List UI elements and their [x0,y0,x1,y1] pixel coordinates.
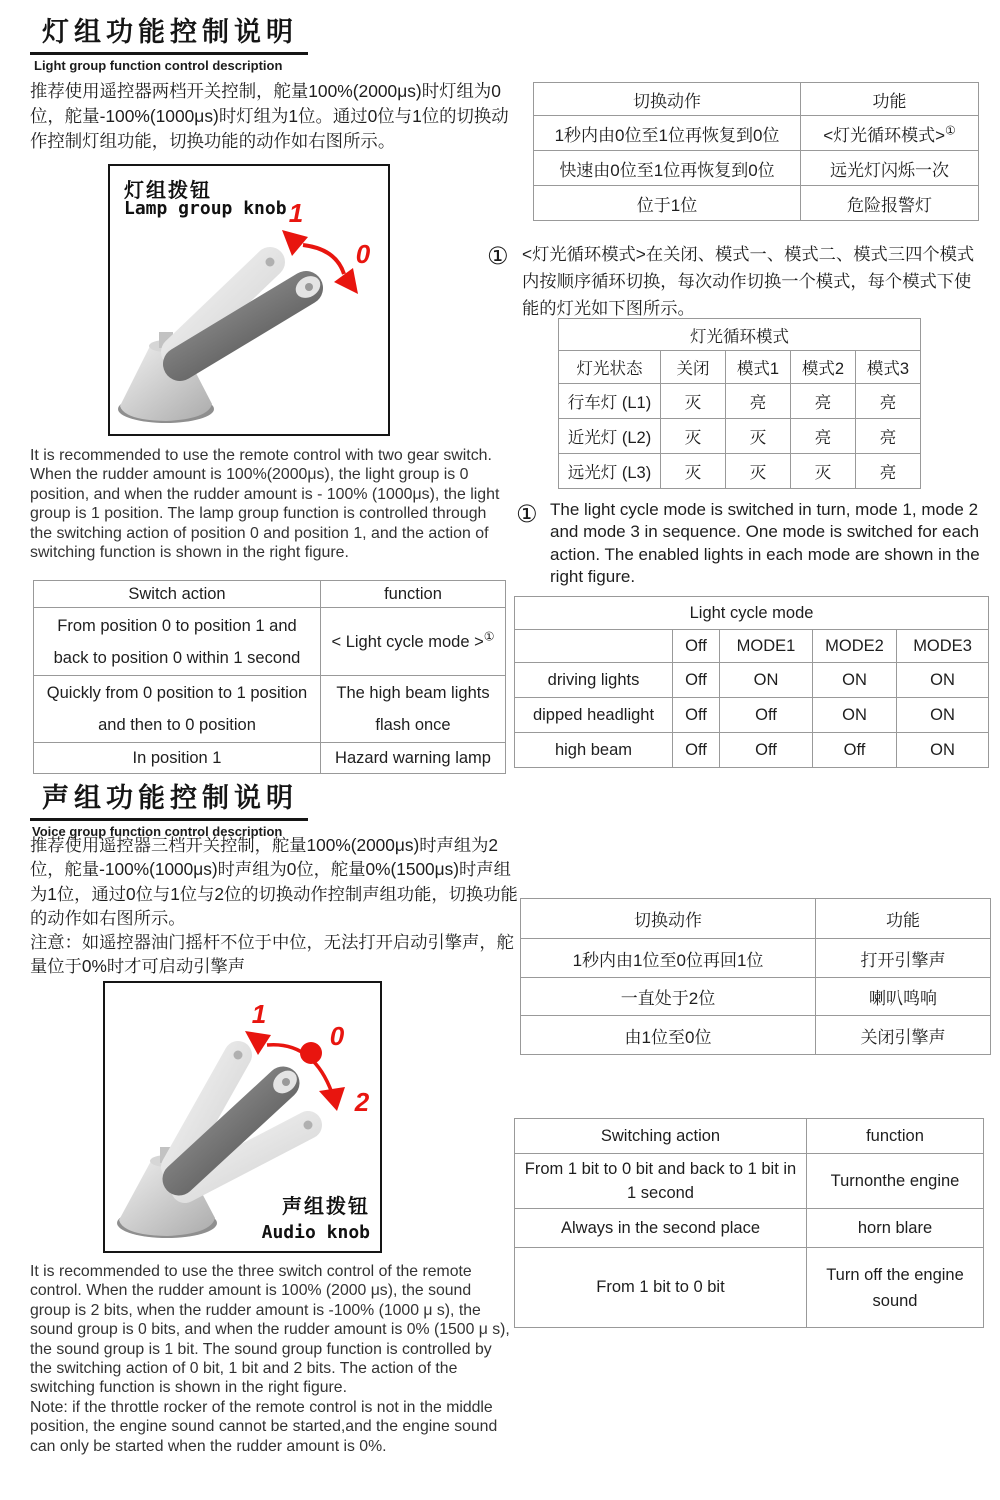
cell [801,116,979,151]
table-row [534,83,979,116]
table-row [515,698,989,733]
sound-action-table-en [514,1118,984,1328]
header-cell: 模式2 [791,351,856,384]
lamp-knob-label-cn: 灯组拨钮 [124,180,212,202]
table-row [534,116,979,151]
cell: Turn off the engine sound [807,1248,984,1328]
cell: 亮 [726,384,791,419]
table-row [515,630,989,663]
light-cycle-table-cn [558,318,921,489]
cell: 由1位至0位 [521,1016,816,1055]
table-title: Light cycle mode [515,597,989,630]
audio-knob-label-cn: 声组拨钮 [282,1196,370,1218]
header-cell: MODE1 [720,630,813,663]
table-row [534,151,979,186]
light-note-cn-text: <灯光循环模式>在关闭、模式一、模式二、模式三四个模式内按顺序循环切换，每次动作切换一个模式，每个模式下使能的灯光如下图所示。 [522,244,975,318]
light-cycle-table-en [514,596,989,768]
cell: 喇叭鸣响 [816,978,991,1016]
cell: 灭 [726,419,791,454]
knob-position-2-label: 2 [354,1087,370,1117]
cell: 亮 [791,384,856,419]
cell: Off [720,733,813,768]
light-note-cn-mark: ① [487,243,509,270]
sound-action-table-cn [520,898,991,1055]
cell: From 1 bit to 0 bit [515,1248,807,1328]
cell: Off [673,663,720,698]
sound-paragraph-cn [30,833,526,979]
cell: 快速由0位至1位再恢复到0位 [534,151,801,186]
cell: high beam [515,733,673,768]
table-row [521,978,991,1016]
table-row [559,351,921,384]
table-row [521,899,991,939]
cell: 危险报警灯 [801,186,979,221]
header-cell: MODE2 [813,630,897,663]
cell: 行车灯 (L1) [559,384,661,419]
note-reference: ① [483,629,495,643]
table-row [34,581,506,608]
cell: driving lights [515,663,673,698]
table-row [34,676,506,743]
cell: In position 1 [34,743,321,774]
cell: 关闭引擎声 [816,1016,991,1055]
sound-paragraph-en-main: It is recommended to use the three switch control of the remote control. When the rudder amount is 100% (2000 μs), the sound group is 2 bits, when the rudder amount is -100% (1000 μ s), the sound group is 0 bits, and when the rudder amount is 0% (1500 μ s), the sound group is 1 bit. The sound group function is controlled by the switching action of 0 bit, 1 bit and 2 bits. The action of the switching function is shown in the right figure. [30,1263,510,1397]
cell: ON [897,698,989,733]
table-row [515,1119,984,1154]
cell: Off [673,733,720,768]
header-cell: 功能 [801,83,979,116]
sound-section-title-cn: 声组功能控制说明 [30,776,308,821]
cell: 远光灯闪烁一次 [801,151,979,186]
cell: 远光灯 (L3) [559,454,661,489]
sound-paragraph-en [30,1262,512,1456]
table-title: 灯光循环模式 [559,319,921,351]
cell: 一直处于2位 [521,978,816,1016]
sound-section-subtitle-en: Voice group function control description [32,824,283,839]
lamp-knob-figure [108,164,390,436]
header-cell: 模式1 [726,351,791,384]
light-note-en-text: The light cycle mode is switched in turn, mode 1, mode 2 and mode 3 in sequence. One mode is switched for each action. The enabled lights in each mode are shown in the right figure. [550,500,980,587]
cell: 灭 [661,454,726,489]
header-cell: function [807,1119,984,1154]
cell-text: < Light cycle mode > [331,632,484,651]
cell: The high beam lights flash once [321,676,506,743]
table-row [515,663,989,698]
lamp-knob-illustration [110,166,388,434]
light-section-header [30,10,308,73]
cell [321,608,506,676]
cell: 打开引擎声 [816,939,991,978]
table-row [515,1154,984,1209]
knob-position-0-dot [300,1042,322,1064]
note-reference: ① [945,122,956,137]
table-row [515,1209,984,1248]
cell: 亮 [856,454,921,489]
cell: Always in the second place [515,1209,807,1248]
table-row [559,384,921,419]
light-action-table-cn [533,82,979,221]
cell: ON [813,663,897,698]
light-section-subtitle-en: Light group function control description [34,58,283,73]
cell-text: <灯光循环模式> [823,125,946,145]
cell: 1秒内由1位至0位再回1位 [521,939,816,978]
cell: Hazard warning lamp [321,743,506,774]
sound-paragraph-cn-note: 注意：如遥控器油门摇杆不位于中位，无法打开启动引擎声，舵量位于0%时才可启动引擎声 [30,932,514,977]
header-cell: Switch action [34,581,321,608]
header-cell: 模式3 [856,351,921,384]
cell: 灭 [791,454,856,489]
cell: 灭 [661,384,726,419]
table-row [559,454,921,489]
cell: From 1 bit to 0 bit and back to 1 bit in 1 second [515,1154,807,1209]
table-row [534,186,979,221]
knob-position-1-label: 1 [251,999,267,1029]
header-cell [515,630,673,663]
header-cell: 功能 [816,899,991,939]
header-cell: 切换动作 [534,83,801,116]
light-switch-table-en [33,580,506,774]
knob-position-1-label: 1 [288,198,304,228]
header-cell: Switching action [515,1119,807,1154]
cell: 位于1位 [534,186,801,221]
cell: horn blare [807,1209,984,1248]
table-row [515,597,989,630]
header-cell: 关闭 [661,351,726,384]
cell: ON [720,663,813,698]
sound-paragraph-en-note: Note: if the throttle rocker of the remote control is not in the middle position, the engine sound cannot be started,and the engine sound can only be started when the rudder amount is 0%. [30,1398,498,1455]
cell: 亮 [856,384,921,419]
cell: 近光灯 (L2) [559,419,661,454]
audio-knob-label-en: Audio knob [261,1222,370,1243]
header-cell: Off [673,630,720,663]
cell: 灭 [726,454,791,489]
table-row [521,939,991,978]
cell: 1秒内由0位至1位再恢复到0位 [534,116,801,151]
cell: Off [720,698,813,733]
sound-section-header [30,776,308,839]
knob-position-0-label: 0 [329,1021,345,1051]
table-row [515,733,989,768]
cell: ON [897,733,989,768]
cell: 亮 [791,419,856,454]
header-cell: MODE3 [897,630,989,663]
cell: Off [673,698,720,733]
table-row [559,419,921,454]
cell: Quickly from 0 position to 1 position and then to 0 position [34,676,321,743]
cell: ON [897,663,989,698]
light-note-en-mark: ① [516,501,538,528]
cell: From position 0 to position 1 and back to position 0 within 1 second [34,608,321,676]
table-row [34,743,506,774]
table-row [521,1016,991,1055]
cell: ON [813,698,897,733]
lamp-knob-label-en: Lamp group knob [124,198,287,219]
knob-position-0-label: 0 [355,239,371,269]
header-cell: 灯光状态 [559,351,661,384]
cell: 灭 [661,419,726,454]
light-section-title-cn: 灯组功能控制说明 [30,10,308,55]
audio-knob-figure [103,981,382,1253]
header-cell: 切换动作 [521,899,816,939]
table-row [559,319,921,351]
table-row [515,1248,984,1328]
cell: 亮 [856,419,921,454]
cell: Turnonthe engine [807,1154,984,1209]
table-row [34,608,506,676]
cell: dipped headlight [515,698,673,733]
header-cell: function [321,581,506,608]
light-paragraph-en: It is recommended to use the remote control with two gear switch. When the rudder amount is 100%(2000μs), the light group is 0 position, and when the rudder amount is - 100% (1000μs), the light group is 1 position. The lamp group function is controlled through the switching action of position 0 and position 1, and the action of switching function is shown in the right figure. [30,447,500,562]
light-paragraph-cn: 推荐使用遥控器两档开关控制，舵量100%(2000μs)时灯组为0位，舵量-100%(1000μs)时灯组为1位。通过0位与1位的切换动作控制灯组功能，切换功能的动作如右图所示。 [30,81,509,151]
cell: Off [813,733,897,768]
sound-paragraph-cn-main: 推荐使用遥控器三档开关控制，舵量100%(2000μs)时声组为2位，舵量-100%(1000μs)时声组为0位，舵量0%(1500μs)时声组为1位，通过0位与1位与2位的切换动作控制声组功能，切换功能的动作如右图所示。 [30,835,518,928]
